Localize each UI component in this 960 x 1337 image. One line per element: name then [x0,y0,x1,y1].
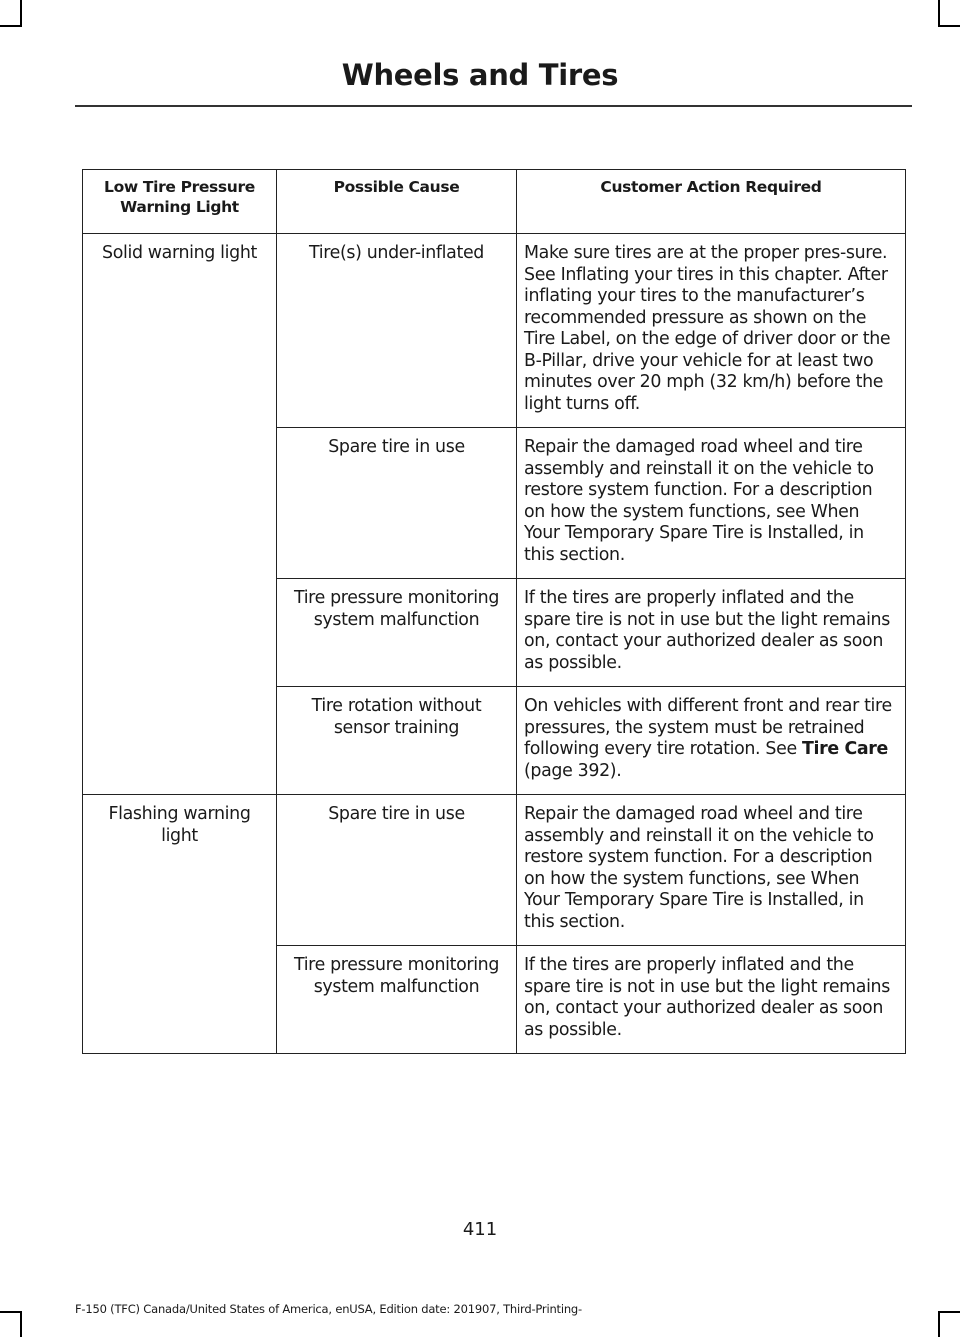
crop-mark [20,1311,22,1337]
cause-cell: Tire rotation without sensor training [277,687,517,795]
action-cell: Repair the damaged road wheel and tire assembly and reinstall it on the vehicle to restore system function. For a description on how the system functions, see When Your Temporary Spare Tire is Installed, in this section. [517,428,906,579]
action-text: On vehicles with different front and rear tire pressures, the system must be retrained following every tire rotation. See [524,696,892,759]
action-cell: If the tires are properly inflated and the spare tire is not in use but the light remains on, contact your authorized dealer as soon as possible. [517,946,906,1054]
column-header-action: Customer Action Required [517,170,906,234]
table-header-row [83,170,906,234]
page-number: 411 [462,1219,498,1240]
light-cell-solid: Solid warning light [83,234,277,795]
crop-mark [938,1311,960,1313]
tpms-table [82,169,906,1054]
crop-mark [938,1311,940,1337]
action-cell: Make sure tires are at the proper pres-sure. See Inflating your tires in this chapter. After inflating your tires to the manufacturer’s recommended pressure as shown on the Tire Label, on the edge of driver door or the B-Pillar, drive your vehicle for at least two minutes over 20 mph (32 km/h) before the light turns off. [517,234,906,428]
crop-mark [0,1311,22,1313]
cause-cell: Spare tire in use [277,428,517,579]
crop-mark [0,25,22,27]
cause-cell: Tire pressure monitoring system malfunction [277,579,517,687]
footer-edition-info: F-150 (TFC) Canada/United States of America, enUSA, Edition date: 201907, Third-Printing- [75,1302,582,1316]
action-cell [517,687,906,795]
action-text: (page 392). [524,760,622,781]
column-header-cause: Possible Cause [277,170,517,234]
crop-mark [938,0,940,27]
column-header-light: Low Tire Pressure Warning Light [83,170,277,234]
crop-mark [938,25,960,27]
header-rule [75,105,912,107]
table-row [83,795,906,946]
cause-cell: Spare tire in use [277,795,517,946]
cause-cell: Tire pressure monitoring system malfunction [277,946,517,1054]
tire-care-reference-link[interactable]: Tire Care [801,739,888,759]
action-cell: If the tires are properly inflated and the spare tire is not in use but the light remains on, contact your authorized dealer as soon as possible. [517,579,906,687]
table-row [83,234,906,428]
crop-mark [20,0,22,27]
cause-cell: Tire(s) under-inflated [277,234,517,428]
action-cell: Repair the damaged road wheel and tire assembly and reinstall it on the vehicle to restore system function. For a description on how the system functions, see When Your Temporary Spare Tire is Installed, in this section. [517,795,906,946]
page-title: Wheels and Tires [341,58,619,92]
light-cell-flashing: Flashing warning light [83,795,277,1054]
